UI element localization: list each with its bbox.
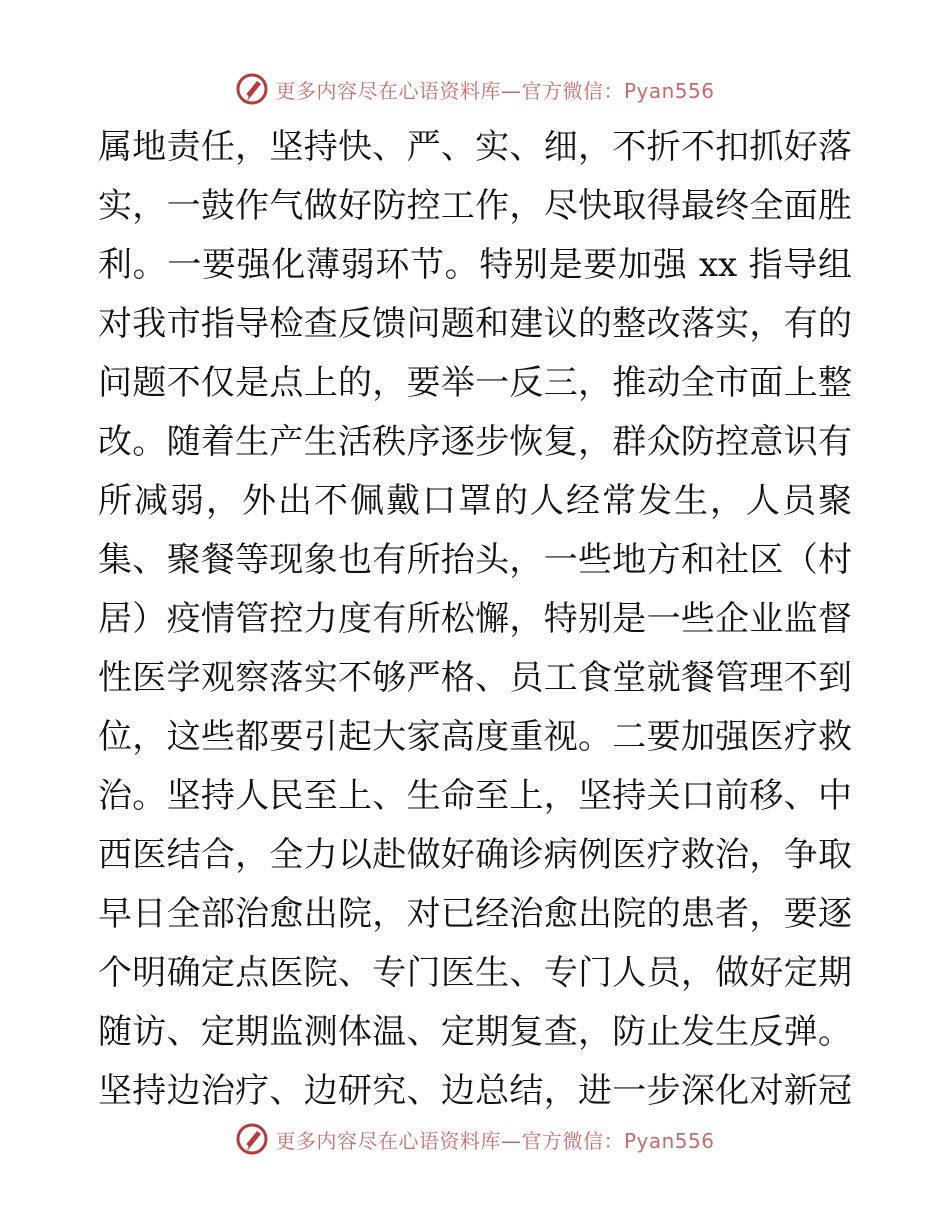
text-line-6: 改。随着生产生活秩序逐步恢复，群众防控意识有 bbox=[98, 422, 852, 462]
text-line-8: 集、聚餐等现象也有所抬头，一些地方和社区（村 bbox=[98, 540, 852, 580]
text-line-10: 性医学观察落实不够严格、员工食堂就餐管理不到 bbox=[98, 658, 852, 698]
text-line-1: 属地责任，坚持快、严、实、细，不折不扣抓好落 bbox=[98, 127, 852, 167]
text-line-15: 个明确定点医院、专门医生、专门人员，做好定期 bbox=[98, 953, 852, 993]
text-line-11: 位，这些都要引起大家高度重视。二要加强医疗救 bbox=[98, 717, 852, 757]
header-banner-text: 更多内容尽在心语资料库—官方微信：Pyan556 bbox=[275, 78, 715, 103]
text-line-4: 对我市指导检查反馈问题和建议的整改落实，有的 bbox=[98, 304, 852, 344]
text-line-12: 治。坚持人民至上、生命至上，坚持关口前移、中 bbox=[98, 776, 852, 816]
pen-logo-icon bbox=[235, 72, 269, 106]
text-line-14: 早日全部治愈出院，对已经治愈出院的患者，要逐 bbox=[98, 894, 852, 934]
footer-banner-text: 更多内容尽在心语资料库—官方微信：Pyan556 bbox=[275, 1128, 715, 1153]
text-line-2: 实，一鼓作气做好防控工作，尽快取得最终全面胜 bbox=[98, 186, 852, 226]
text-line-9: 居）疫情管控力度有所松懈，特别是一些企业监督 bbox=[98, 599, 852, 639]
text-line-13: 西医结合，全力以赴做好确诊病例医疗救治，争取 bbox=[98, 835, 852, 875]
text-line-3: 利。一要强化薄弱环节。特别是要加强 xx 指导组 bbox=[98, 245, 852, 285]
pen-logo-icon bbox=[235, 1122, 269, 1156]
text-line-17: 坚持边治疗、边研究、边总结，进一步深化对新冠 bbox=[98, 1071, 852, 1111]
header-banner bbox=[0, 72, 950, 106]
text-line-7: 所减弱，外出不佩戴口罩的人经常发生，人员聚 bbox=[98, 481, 852, 521]
text-line-5: 问题不仅是点上的，要举一反三，推动全市面上整 bbox=[98, 363, 852, 403]
footer-banner bbox=[0, 1122, 950, 1156]
document-body bbox=[98, 118, 852, 1121]
text-line-16: 随访、定期监测体温、定期复查，防止发生反弹。 bbox=[98, 1012, 852, 1052]
